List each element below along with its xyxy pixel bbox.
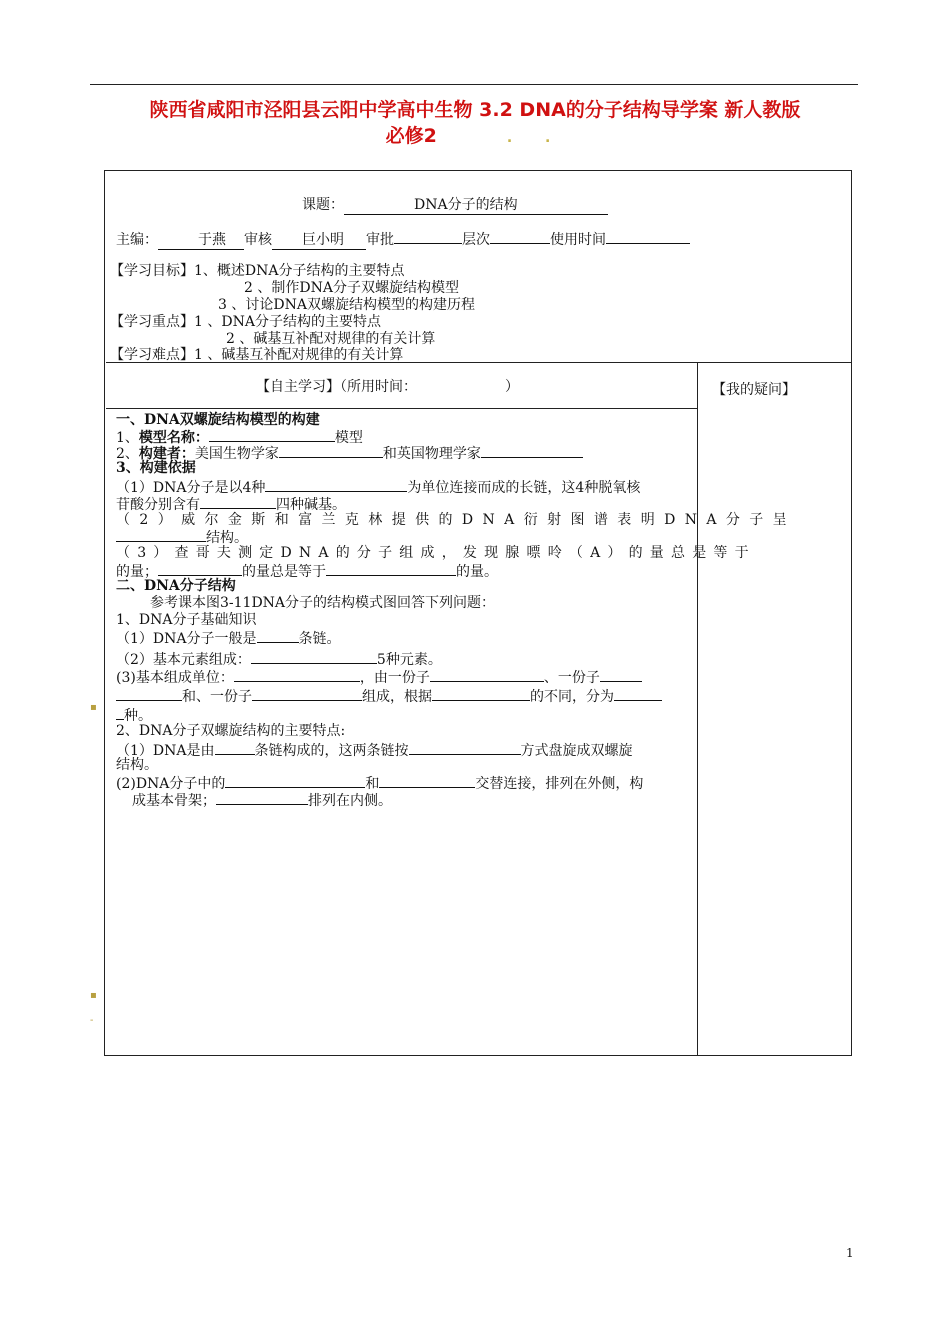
- objective-item: 3 、讨论DNA双螺旋结构模型的构建历程: [218, 297, 475, 313]
- basics-heading: 1、DNA分子基础知识: [116, 612, 257, 628]
- builders-line: 2、构建者：美国生物学家 和英国物理学家: [116, 443, 583, 463]
- reviewer-value: 巨小明: [272, 231, 366, 250]
- feature-2: (2)DNA分子中的 和 交替连接，排列在外侧，构: [116, 773, 643, 793]
- feature-2-cont: 成基本骨架； 排列在内侧。: [132, 790, 392, 810]
- page-number: 1: [846, 1246, 854, 1260]
- feature-1-cont: 结构。: [116, 757, 158, 773]
- topic-value: DNA分子的结构: [344, 196, 608, 215]
- self-study-heading: 【自主学习】（所用时间： ）: [256, 379, 519, 395]
- speck-mark: ▪: [90, 702, 97, 713]
- basis-2: （2）威尔金斯和富兰克林提供的DNA衍射图谱表明DNA分子呈: [116, 512, 797, 528]
- speck-mark: ▪: [90, 990, 97, 1001]
- basis-1: （1）DNA分子是以4种 为单位连接而成的长链，这4种脱氧核: [116, 477, 640, 497]
- document-title-line2: 必修2 . .: [385, 125, 565, 147]
- table-divider: [106, 408, 697, 409]
- difficulty: 【学习难点】1 、碱基互补配对规律的有关计算: [110, 347, 404, 363]
- features-heading: 2、DNA分子双螺旋结构的主要特点:: [116, 723, 346, 739]
- unit-question-end: 种。: [116, 705, 152, 725]
- basis-3: （3）查哥夫测定DNA的分子组成，发现腺嘌呤（A）的量总是等于: [116, 545, 756, 561]
- column-divider: [697, 362, 698, 1056]
- topic-row: 课题： DNA分子的结构: [302, 196, 608, 215]
- basis-heading: 3、构建依据: [116, 460, 196, 476]
- objective-item: 2 、制作DNA分子双螺旋结构模型: [244, 280, 459, 296]
- model-name-line: 1、模型名称： 模型: [116, 427, 363, 447]
- keypoints: 【学习重点】1 、DNA分子结构的主要特点: [110, 314, 381, 330]
- unit-question: (3)基本组成单位： ，由一份子 、一份子: [116, 667, 642, 687]
- feature-1: （1）DNA是由 条链构成的，这两条链按 方式盘旋成双螺旋: [116, 740, 633, 760]
- speck-mark: -: [90, 1015, 94, 1026]
- editor-row: 主编： 于燕 审核 巨小明 审批 层次 使用时间: [116, 229, 690, 250]
- decorative-dots: . .: [506, 130, 565, 146]
- basis-1-cont: 苷酸分别含有 四种碱基。: [116, 494, 346, 514]
- objectives: 【学习目标】1、概述DNA分子结构的主要特点: [110, 263, 405, 279]
- editor-value: 于燕: [158, 231, 244, 250]
- basis-2-cont: 结构。: [116, 527, 248, 547]
- section2-heading: 二、DNA分子结构: [116, 578, 236, 594]
- strand-count-question: （1）DNA分子一般是 条链。: [116, 628, 341, 648]
- basis-3-cont: 的量； 的量总是等于 的量。: [116, 561, 498, 581]
- keypoint-item: 2 、碱基互补配对规律的有关计算: [226, 331, 436, 347]
- unit-question-cont: 和、一份子 组成，根据 的不同，分为: [116, 686, 662, 706]
- section2-intro: 参考课本图3-11DNA分子的结构模式图回答下列问题：: [150, 595, 496, 611]
- document-title: 陕西省咸阳市泾阳县云阳中学高中生物 3.2 DNA的分子结构导学案 新人教版: [149, 99, 801, 121]
- section1-heading: 一、DNA双螺旋结构模型的构建: [116, 412, 320, 428]
- elements-question: （2）基本元素组成： 5种元素。: [116, 649, 442, 669]
- top-rule: [90, 84, 858, 85]
- questions-heading: 【我的疑问】: [712, 382, 796, 398]
